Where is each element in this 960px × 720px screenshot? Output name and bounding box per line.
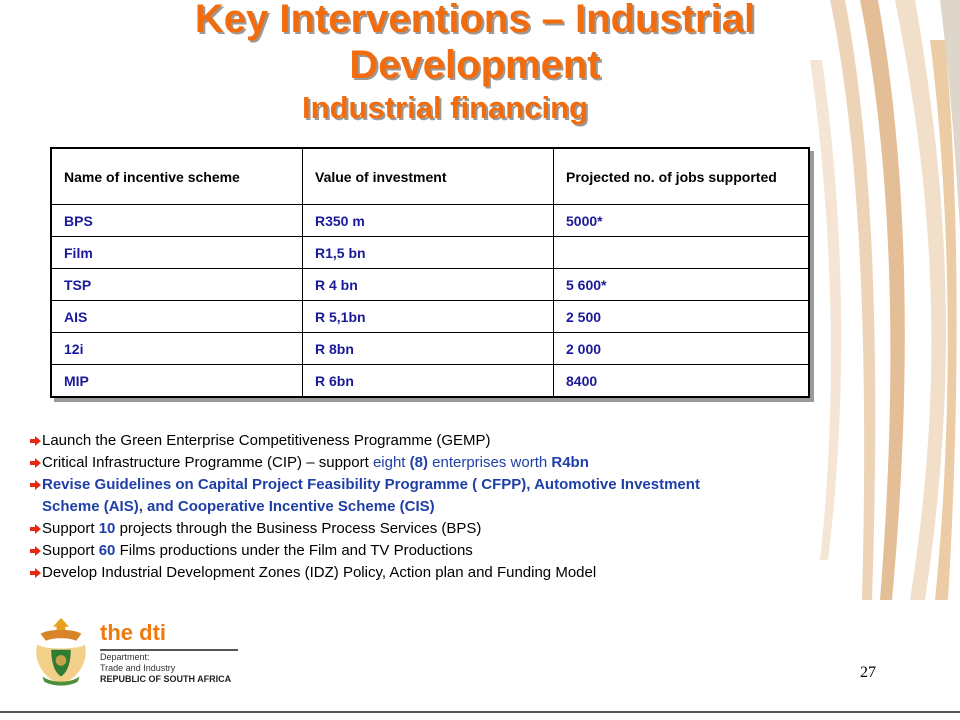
country-name: REPUBLIC OF SOUTH AFRICA	[100, 674, 232, 684]
table-row	[51, 301, 809, 333]
page-title: Key Interventions – Industrial Development	[194, 0, 756, 87]
arrow-bullet-icon	[30, 458, 41, 468]
table-cell: R 8bn	[303, 333, 554, 365]
brand-dti: dti	[139, 620, 167, 645]
list-item	[30, 562, 700, 584]
column-header: Value of investment	[303, 148, 554, 205]
table-cell: R 5,1bn	[303, 301, 554, 333]
table-cell: R350 m	[303, 205, 554, 237]
page-subtitle: Industrial financing	[302, 90, 588, 125]
list-item	[30, 474, 700, 518]
highlight-text: eight	[372, 454, 410, 471]
highlight-number: R4bn	[551, 454, 589, 471]
bullet-text: Revise Guidelines on Capital Project Feasibility Programme ( CFPP), Automotive Investment	[42, 476, 700, 493]
department-label: Department:	[100, 652, 150, 662]
bullet-text: Develop Industrial Development Zones (IDZ) Policy, Action plan and Funding Model	[42, 564, 597, 581]
coat-of-arms-icon	[30, 612, 92, 692]
arrow-bullet-icon	[30, 546, 41, 556]
table-cell: 5000*	[554, 205, 810, 237]
table-cell: R1,5 bn	[303, 237, 554, 269]
bullet-text: projects through the Business Process Services (BPS)	[115, 520, 482, 537]
bullet-text: Critical Infrastructure Programme (CIP) – support	[42, 454, 373, 471]
table-header-row	[51, 148, 809, 205]
table-cell: 2 000	[554, 333, 810, 365]
table-cell: R 6bn	[303, 365, 554, 398]
list-item	[30, 540, 700, 562]
table-cell: AIS	[51, 301, 303, 333]
page-number: 27	[860, 664, 876, 681]
highlight-number: 60	[98, 542, 116, 559]
list-item	[30, 518, 700, 540]
brand-wordmark	[100, 620, 166, 646]
arrow-bullet-icon	[30, 524, 41, 534]
department-block	[100, 652, 231, 685]
table-row	[51, 269, 809, 301]
table-cell: 12i	[51, 333, 303, 365]
table-cell: Film	[51, 237, 303, 269]
table-row	[51, 333, 809, 365]
highlight-number: (8)	[409, 454, 428, 471]
incentive-table	[50, 147, 810, 398]
table-cell: TSP	[51, 269, 303, 301]
table-row	[51, 237, 809, 269]
table-cell: BPS	[51, 205, 303, 237]
list-item	[30, 452, 700, 474]
bullet-text-continued: Scheme (AIS), and Cooperative Incentive Scheme (CIS)	[42, 498, 435, 515]
table-cell: 2 500	[554, 301, 810, 333]
arrow-bullet-icon	[30, 480, 41, 490]
highlight-number: 10	[98, 520, 116, 537]
table-row	[51, 205, 809, 237]
department-name: Trade and Industry	[100, 663, 176, 673]
table-cell	[554, 237, 810, 269]
table-cell: 5 600*	[554, 269, 810, 301]
table-cell: MIP	[51, 365, 303, 398]
footer-divider	[0, 711, 960, 713]
bullet-text: Launch the Green Enterprise Competitiveness Programme (GEMP)	[42, 432, 491, 449]
bullet-text: Support	[42, 542, 99, 559]
column-header: Name of incentive scheme	[51, 148, 303, 205]
bullet-list	[30, 430, 700, 584]
column-header: Projected no. of jobs supported	[554, 148, 810, 205]
table-row	[51, 365, 809, 398]
table-cell: 8400	[554, 365, 810, 398]
list-item	[30, 430, 700, 452]
bullet-text: Support	[42, 520, 99, 537]
bullet-text: Films productions under the Film and TV Productions	[115, 542, 473, 559]
highlight-text: enterprises worth	[427, 454, 552, 471]
brand-the: the	[100, 620, 140, 645]
table-cell: R 4 bn	[303, 269, 554, 301]
arrow-bullet-icon	[30, 436, 41, 446]
arrow-bullet-icon	[30, 568, 41, 578]
